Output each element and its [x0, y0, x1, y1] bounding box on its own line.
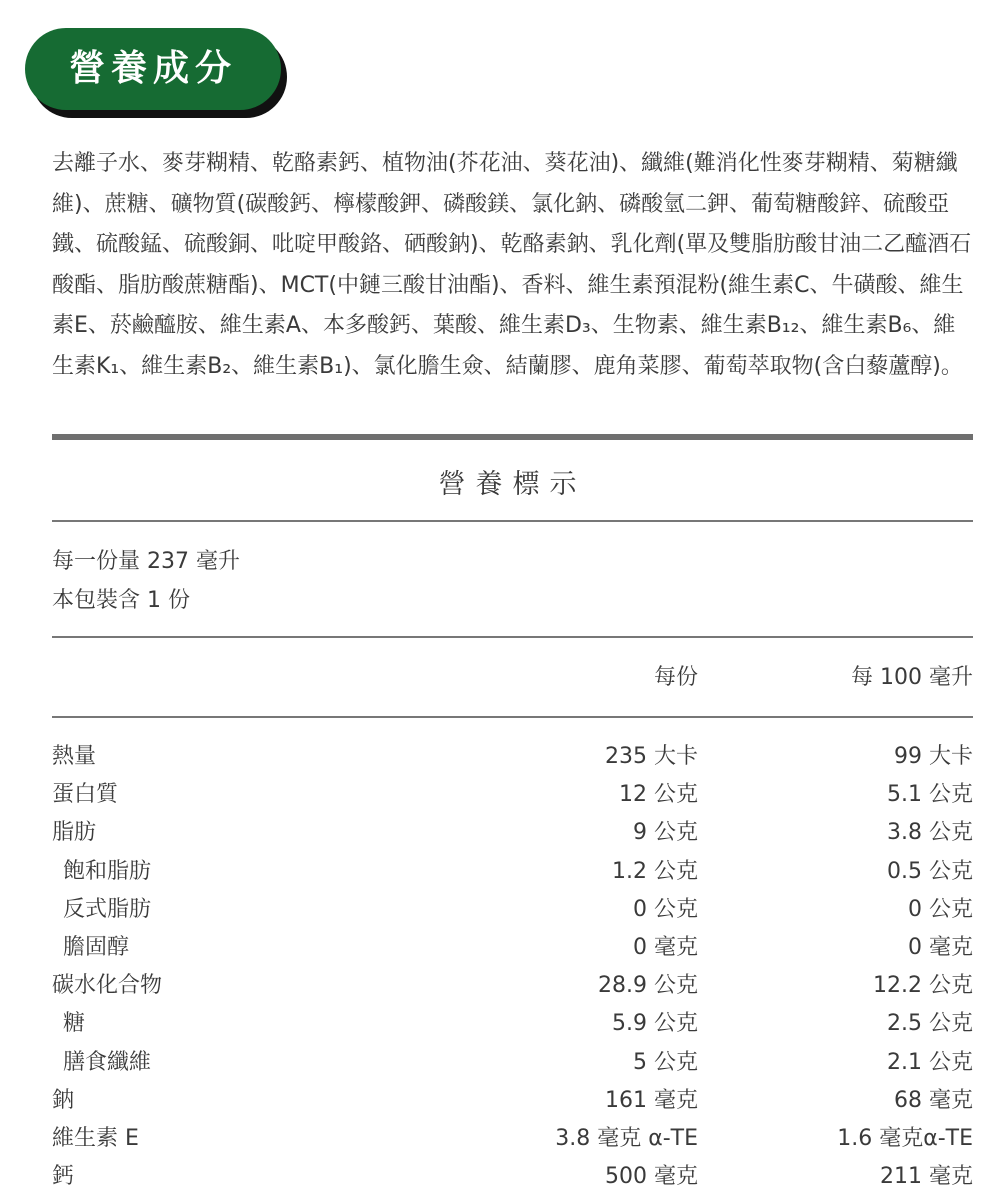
per-serving-value: 5.9 公克	[612, 1011, 698, 1037]
nutrient-name: 糖	[63, 1011, 86, 1037]
table-row	[52, 776, 973, 814]
nutrient-name: 脂肪	[52, 820, 97, 846]
per-serving-value: 161 毫克	[605, 1087, 698, 1113]
table-row	[52, 1005, 973, 1043]
nutrient-name: 膳食纖維	[63, 1049, 152, 1075]
nutrient-name: 蛋白質	[52, 782, 119, 808]
per-serving-value: 3.8 毫克 α-TE	[555, 1125, 698, 1151]
table-row	[52, 929, 973, 967]
table-row	[52, 814, 973, 852]
nutrient-name: 飽和脂肪	[63, 858, 152, 884]
nutrition-label-title: 營養標示	[438, 469, 587, 500]
nutrient-name: 鈉	[52, 1087, 75, 1113]
per-100ml-value: 2.5 公克	[887, 1011, 973, 1037]
nutrient-name: 膽固醇	[63, 934, 130, 960]
per-100ml-value: 68 毫克	[894, 1087, 973, 1113]
per-100ml-value: 5.1 公克	[887, 782, 973, 808]
serving-size: 每一份量 237 毫升	[52, 549, 240, 574]
table-row	[52, 1158, 973, 1196]
per-100ml-value: 0 毫克	[908, 934, 973, 960]
divider	[52, 636, 973, 638]
table-row	[52, 891, 973, 929]
per-100ml-value: 0.5 公克	[887, 858, 973, 884]
nutrient-name: 碳水化合物	[52, 973, 163, 999]
per-serving-value: 500 毫克	[605, 1164, 698, 1190]
divider	[52, 520, 973, 522]
section-title: 營養成分	[25, 28, 281, 110]
per-serving-value: 0 公克	[633, 896, 698, 922]
per-100ml-value: 0 公克	[908, 896, 973, 922]
per-serving-value: 28.9 公克	[598, 973, 698, 999]
per-100ml-value: 99 大卡	[894, 744, 973, 769]
section-badge	[25, 28, 289, 120]
divider	[52, 716, 973, 718]
divider-thick	[52, 434, 973, 440]
servings-per-pack: 本包裝含 1 份	[52, 588, 190, 613]
per-serving-value: 1.2 公克	[612, 858, 698, 884]
nutrient-name: 熱量	[52, 744, 97, 769]
table-row	[52, 1082, 973, 1120]
per-serving-value: 0 毫克	[633, 934, 698, 960]
nutrition-table	[52, 738, 973, 1196]
ingredients-text: 去離子水、麥芽糊精、乾酪素鈣、植物油(芥花油、葵花油)、纖維(難消化性麥芽糊精、菊糖纖維)、蔗糖、礦物質(碳酸鈣、檸檬酸鉀、磷酸鎂、氯化鈉、磷酸氫二鉀、葡萄糖酸鋅、硫酸亞鐵、硫酸錳、硫酸銅、吡啶甲酸鉻、硒酸鈉)、乾酪素鈉、乳化劑(單及雙脂肪酸甘油二乙醯酒石酸酯、脂肪酸蔗糖酯)、MCT(中鏈三酸甘油酯)、香料、維生素預混粉(維生素C、牛磺酸、維生素E、菸鹼醯胺、維生素A、本多酸鈣、葉酸、維生素D₃、生物素、維生素B₁₂、維生素B₆、維生素K₁、維生素B₂、維生素B₁)、氯化膽生僉、結蘭膠、鹿角菜膠、葡萄萃取物(含白藜蘆醇)。	[52, 151, 972, 379]
column-header-per-100ml: 每 100 毫升	[851, 665, 973, 690]
per-100ml-value: 1.6 毫克α-TE	[837, 1125, 973, 1151]
per-100ml-value: 3.8 公克	[887, 820, 973, 846]
table-row	[52, 738, 973, 776]
per-serving-value: 9 公克	[633, 820, 698, 846]
nutrient-name: 反式脂肪	[63, 896, 152, 922]
table-row	[52, 1044, 973, 1082]
table-row	[52, 967, 973, 1005]
per-serving-value: 5 公克	[633, 1049, 698, 1075]
per-serving-value: 235 大卡	[605, 744, 698, 769]
per-100ml-value: 2.1 公克	[887, 1049, 973, 1075]
nutrient-name: 鈣	[52, 1164, 75, 1190]
column-header-per-serving: 每份	[653, 665, 698, 690]
nutrient-name: 維生素 E	[52, 1125, 139, 1151]
per-100ml-value: 211 毫克	[880, 1164, 973, 1190]
per-serving-value: 12 公克	[619, 782, 698, 808]
per-100ml-value: 12.2 公克	[873, 973, 973, 999]
table-row	[52, 1120, 973, 1158]
table-row	[52, 853, 973, 891]
